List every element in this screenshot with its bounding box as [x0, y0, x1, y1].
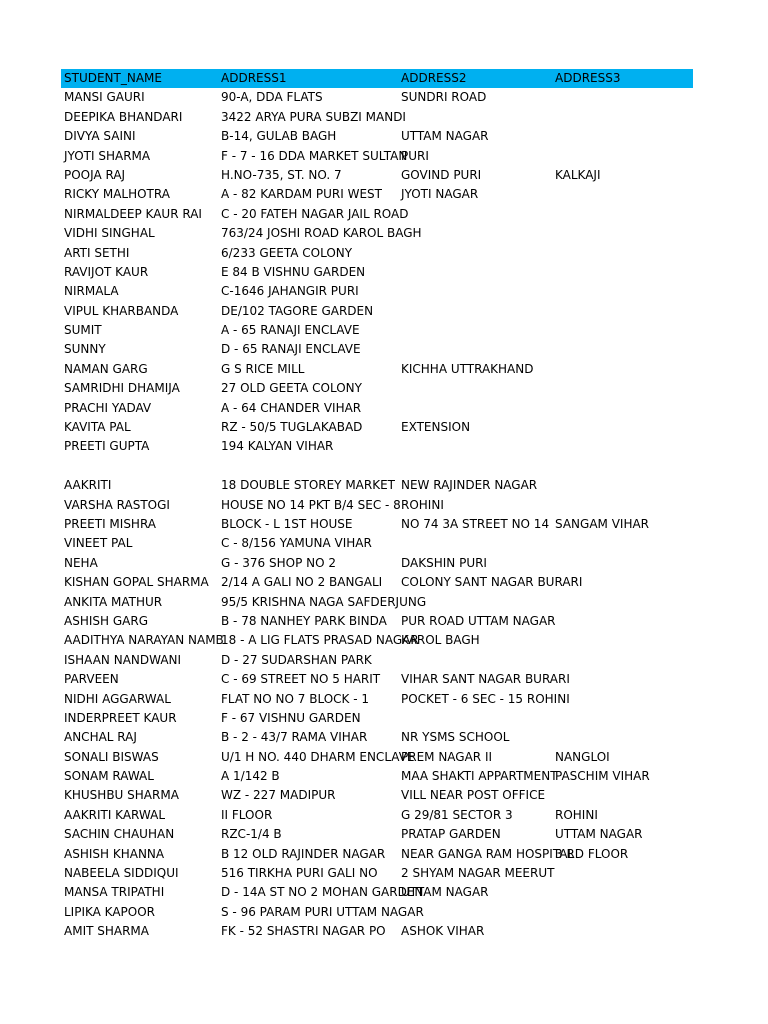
cell-student-name[interactable]: MANSI GAURI [64, 90, 145, 105]
cell-address1[interactable]: G - 376 SHOP NO 2 [221, 555, 336, 570]
cell-student-name[interactable]: ASHISH KHANNA [64, 846, 165, 861]
cell-address3[interactable] [552, 418, 693, 437]
cell-address1[interactable]: 516 TIRKHA PURI GALI NO [221, 866, 378, 881]
cell-address2[interactable]: COLONY SANT NAGAR BURARI [401, 575, 583, 590]
cell-address3[interactable] [552, 147, 693, 166]
cell-address2[interactable] [398, 205, 552, 224]
cell-address1[interactable]: 2/14 A GALI NO 2 BANGALI [221, 575, 383, 590]
cell-student-name[interactable]: LIPIKA KAPOOR [64, 904, 156, 919]
cell-student-name[interactable]: RAVIJOT KAUR [64, 264, 149, 279]
cell-address1[interactable]: II FLOOR [221, 807, 273, 822]
cell-address1[interactable]: A - 64 CHANDER VIHAR [221, 400, 362, 415]
cell-address1[interactable]: 3422 ARYA PURA SUBZI MANDI [221, 109, 406, 124]
table-row [61, 728, 693, 747]
cell-address3[interactable] [552, 786, 693, 805]
cell-address3[interactable] [552, 554, 693, 573]
table-row [61, 748, 693, 767]
cell-address2[interactable]: PURI [401, 148, 429, 163]
cell-address2[interactable]: ROHINI [401, 497, 444, 512]
cell-address2[interactable] [398, 593, 552, 612]
cell-address3[interactable] [552, 476, 693, 495]
table-row [61, 302, 693, 321]
cell-address1[interactable]: G S RICE MILL [221, 361, 305, 376]
cell-address1[interactable]: 95/5 KRISHNA NAGA SAFDERJUNG [221, 594, 427, 609]
cell-address2[interactable]: VILL NEAR POST OFFICE [401, 788, 546, 803]
spreadsheet [61, 69, 693, 942]
cell-student-name[interactable]: ISHAAN NANDWANI [64, 652, 182, 667]
cell-address2[interactable]: PREM NAGAR II [401, 749, 493, 764]
table-row [61, 709, 693, 728]
table-row [61, 670, 693, 689]
cell-student-name[interactable]: VIDHI SINGHAL [64, 226, 155, 241]
cell-address1[interactable]: A - 82 KARDAM PURI WEST [221, 187, 382, 202]
cell-address2[interactable]: UTTAM NAGAR [401, 885, 489, 900]
cell-address2[interactable]: G 29/81 SECTOR 3 [401, 807, 513, 822]
table-row [61, 825, 693, 844]
cell-address3[interactable] [552, 651, 693, 670]
cell-address2[interactable] [398, 534, 552, 553]
cell-address3[interactable] [552, 709, 693, 728]
cell-address1[interactable]: D - 27 SUDARSHAN PARK [221, 652, 372, 667]
cell-student-name[interactable]: AAKRITI KARWAL [64, 807, 166, 822]
cell-student-name[interactable]: NABEELA SIDDIQUI [64, 866, 179, 881]
cell-student-name[interactable]: SONALI BISWAS [64, 749, 159, 764]
cell-address3[interactable] [552, 205, 693, 224]
cell-student-name[interactable]: NIRMALDEEP KAUR RAI [64, 206, 202, 221]
table-row [61, 612, 693, 631]
cell-address3[interactable] [552, 399, 693, 418]
cell-address3[interactable] [552, 244, 693, 263]
cell-student-name[interactable]: KHUSHBU SHARMA [64, 788, 179, 803]
cell-address1[interactable]: RZC-1/4 B [221, 827, 282, 842]
table-row [61, 282, 693, 301]
cell-address3[interactable]: 3 RD FLOOR [555, 846, 629, 861]
table-row [61, 476, 693, 495]
cell-address3[interactable] [552, 282, 693, 301]
table-row [61, 224, 693, 243]
cell-address2[interactable] [398, 457, 552, 476]
cell-student-name[interactable]: DIVYA SAINI [64, 129, 136, 144]
cell-student-name[interactable]: PREETI GUPTA [64, 439, 150, 454]
cell-address2[interactable] [398, 224, 552, 243]
cell-address1[interactable]: F - 67 VISHNU GARDEN [221, 710, 361, 725]
cell-address2[interactable]: EXTENSION [401, 420, 471, 435]
cell-address1[interactable]: FK - 52 SHASTRI NAGAR PO [221, 924, 386, 939]
table-row [61, 631, 693, 650]
cell-address2[interactable]: POCKET - 6 SEC - 15 ROHINI [401, 691, 570, 706]
cell-address2[interactable]: ASHOK VIHAR [401, 924, 485, 939]
cell-student-name[interactable]: PREETI MISHRA [64, 516, 157, 531]
cell-address2[interactable]: MAA SHAKTI APPARTMENT [401, 769, 558, 784]
cell-address1[interactable]: HOUSE NO 14 PKT B/4 SEC - 8 [221, 497, 401, 512]
cell-address2[interactable]: NO 74 3A STREET NO 14 [401, 516, 550, 531]
cell-address2[interactable] [398, 263, 552, 282]
header-student-name[interactable]: STUDENT_NAME [64, 71, 162, 85]
cell-address1[interactable]: C-1646 JAHANGIR PURI [221, 284, 359, 299]
cell-address2[interactable] [398, 282, 552, 301]
cell-address2[interactable] [398, 302, 552, 321]
cell-address3[interactable] [552, 593, 693, 612]
cell-address2[interactable] [398, 244, 552, 263]
cell-address2[interactable]: DAKSHIN PURI [401, 555, 487, 570]
table-row [61, 360, 693, 379]
cell-address3[interactable] [552, 496, 693, 515]
cell-student-name[interactable]: SACHIN CHAUHAN [64, 827, 175, 842]
cell-address2[interactable] [398, 903, 552, 922]
cell-address3[interactable] [552, 612, 693, 631]
table-row [61, 864, 693, 883]
table-row [61, 127, 693, 146]
table-row [61, 786, 693, 805]
cell-student-name[interactable]: MANSA TRIPATHI [64, 885, 165, 900]
header-address3[interactable]: ADDRESS3 [555, 71, 621, 85]
cell-student-name[interactable]: AMIT SHARMA [64, 924, 149, 939]
table-row [61, 379, 693, 398]
cell-address3[interactable] [552, 631, 693, 650]
cell-address2[interactable] [398, 651, 552, 670]
cell-address2[interactable] [398, 108, 552, 127]
cell-address1[interactable]: C - 20 FATEH NAGAR JAIL ROAD [221, 206, 409, 221]
cell-address1[interactable]: 763/24 JOSHI ROAD KAROL BAGH [221, 226, 422, 241]
cell-address2[interactable]: 2 SHYAM NAGAR MEERUT [401, 866, 555, 881]
table-row [61, 903, 693, 922]
cell-address3[interactable] [552, 437, 693, 456]
cell-address3[interactable] [552, 185, 693, 204]
cell-address2[interactable] [398, 321, 552, 340]
cell-address3[interactable] [552, 302, 693, 321]
cell-address2[interactable]: KAROL BAGH [401, 633, 480, 648]
cell-address2[interactable]: PRATAP GARDEN [401, 827, 501, 842]
table-row [61, 554, 693, 573]
cell-student-name[interactable]: POOJA RAJ [64, 167, 126, 182]
cell-address3[interactable] [552, 864, 693, 883]
cell-student-name[interactable]: NEHA [64, 555, 98, 570]
cell-address1[interactable]: C - 69 STREET NO 5 HARIT [221, 672, 381, 687]
cell-address3[interactable] [552, 379, 693, 398]
cell-student-name[interactable] [61, 457, 218, 476]
cell-student-name[interactable]: AADITHYA NARAYAN NAMB [64, 633, 224, 648]
cell-address2[interactable]: NEAR GANGA RAM HOSPITAL [401, 846, 575, 861]
cell-address1[interactable]: A - 65 RANAJI ENCLAVE [221, 323, 360, 338]
cell-address2[interactable]: VIHAR SANT NAGAR BURARI [401, 672, 570, 687]
cell-student-name[interactable]: VIPUL KHARBANDA [64, 303, 179, 318]
table-row [61, 437, 693, 456]
cell-address2[interactable] [398, 437, 552, 456]
table-row [61, 205, 693, 224]
cell-address3[interactable] [552, 922, 693, 941]
cell-student-name[interactable]: PRACHI YADAV [64, 400, 152, 415]
table-row [61, 496, 693, 515]
cell-address1[interactable]: B - 78 NANHEY PARK BINDA [221, 613, 387, 628]
cell-student-name[interactable]: PARVEEN [64, 672, 119, 687]
cell-address1[interactable]: 194 KALYAN VIHAR [221, 439, 334, 454]
cell-address3[interactable] [552, 108, 693, 127]
cell-student-name[interactable]: AAKRITI [64, 478, 112, 493]
table-row [61, 340, 693, 359]
cell-address3[interactable] [552, 534, 693, 553]
table-row [61, 922, 693, 941]
cell-address1[interactable]: F - 7 - 16 DDA MARKET SULTAN [221, 148, 408, 163]
cell-address3[interactable] [552, 728, 693, 747]
cell-address1[interactable]: DE/102 TAGORE GARDEN [221, 303, 374, 318]
cell-address2[interactable]: JYOTI NAGAR [401, 187, 479, 202]
table-row [61, 418, 693, 437]
table-row [61, 147, 693, 166]
cell-address2[interactable]: NR YSMS SCHOOL [401, 730, 510, 745]
table-row [61, 573, 693, 592]
table-body [61, 88, 693, 941]
cell-address1[interactable]: FLAT NO NO 7 BLOCK - 1 [221, 691, 369, 706]
cell-address3[interactable] [552, 457, 693, 476]
table-row [61, 399, 693, 418]
cell-student-name[interactable]: NIRMALA [64, 284, 119, 299]
cell-address2[interactable] [398, 399, 552, 418]
table-row [61, 690, 693, 709]
cell-address2[interactable]: KICHHA UTTRAKHAND [401, 361, 534, 376]
cell-student-name[interactable]: KAVITA PAL [64, 420, 131, 435]
table-row [61, 457, 693, 476]
cell-student-name[interactable]: RICKY MALHOTRA [64, 187, 170, 202]
cell-student-name[interactable]: SAMRIDHI DHAMIJA [64, 381, 180, 396]
cell-address2[interactable]: UTTAM NAGAR [401, 129, 489, 144]
cell-address2[interactable]: NEW RAJINDER NAGAR [401, 478, 538, 493]
cell-address2[interactable]: PUR ROAD UTTAM NAGAR [401, 613, 556, 628]
cell-student-name[interactable]: VARSHA RASTOGI [64, 497, 170, 512]
cell-address3[interactable] [552, 903, 693, 922]
cell-address3[interactable]: UTTAM NAGAR [555, 827, 643, 842]
table-row [61, 263, 693, 282]
cell-address2[interactable] [398, 340, 552, 359]
cell-address1[interactable]: 27 OLD GEETA COLONY [221, 381, 362, 396]
cell-address3[interactable] [552, 127, 693, 146]
cell-student-name[interactable]: JYOTI SHARMA [64, 148, 151, 163]
table-row [61, 806, 693, 825]
cell-address1[interactable]: A 1/142 B [221, 769, 280, 784]
cell-address3[interactable] [552, 573, 693, 592]
cell-student-name[interactable]: KISHAN GOPAL SHARMA [64, 575, 209, 590]
table-row [61, 593, 693, 612]
cell-address1[interactable]: C - 8/156 YAMUNA VIHAR [221, 536, 372, 551]
header-address2[interactable]: ADDRESS2 [401, 71, 467, 85]
table-row [61, 515, 693, 534]
cell-student-name[interactable]: ANKITA MATHUR [64, 594, 163, 609]
cell-address1[interactable]: 18 - A LIG FLATS PRASAD NAGAR [221, 633, 419, 648]
cell-address1[interactable]: D - 14A ST NO 2 MOHAN GARDEN [221, 885, 424, 900]
cell-address3[interactable]: SANGAM VIHAR [555, 516, 650, 531]
cell-address3[interactable] [552, 224, 693, 243]
cell-address3[interactable] [552, 690, 693, 709]
table-row [61, 321, 693, 340]
table-row [61, 883, 693, 902]
cell-address3[interactable] [552, 88, 693, 107]
table-row [61, 166, 693, 185]
cell-address1[interactable]: B-14, GULAB BAGH [221, 129, 337, 144]
cell-address1[interactable]: S - 96 PARAM PURI UTTAM NAGAR [221, 904, 424, 919]
cell-address3[interactable] [552, 360, 693, 379]
cell-address3[interactable] [552, 263, 693, 282]
table-row [61, 534, 693, 553]
cell-address3[interactable]: ROHINI [555, 807, 598, 822]
cell-address3[interactable] [552, 670, 693, 689]
cell-student-name[interactable]: INDERPREET KAUR [64, 710, 177, 725]
cell-student-name[interactable]: VINEET PAL [64, 536, 133, 551]
cell-address2[interactable] [398, 379, 552, 398]
table-row [61, 651, 693, 670]
cell-address1[interactable] [218, 457, 398, 476]
table-row [61, 108, 693, 127]
cell-address3[interactable]: NANGLOI [555, 749, 610, 764]
cell-address2[interactable]: SUNDRI ROAD [401, 90, 487, 105]
cell-address1[interactable]: U/1 H NO. 440 DHARM ENCLAVE [221, 749, 415, 764]
cell-address1[interactable]: B - 2 - 43/7 RAMA VIHAR [221, 730, 368, 745]
cell-address1[interactable]: 6/233 GEETA COLONY [221, 245, 353, 260]
cell-address1[interactable]: D - 65 RANAJI ENCLAVE [221, 342, 361, 357]
cell-address1[interactable]: 90-A, DDA FLATS [221, 90, 323, 105]
cell-address3[interactable]: PASCHIM VIHAR [555, 769, 650, 784]
cell-address3[interactable] [552, 321, 693, 340]
cell-student-name[interactable]: SUMIT [64, 323, 102, 338]
cell-student-name[interactable]: DEEPIKA BHANDARI [64, 109, 183, 124]
cell-address3[interactable]: KALKAJI [555, 167, 601, 182]
cell-student-name[interactable]: ANCHAL RAJ [64, 730, 137, 745]
cell-address1[interactable]: RZ - 50/5 TUGLAKABAD [221, 420, 363, 435]
cell-student-name[interactable]: SUNNY [64, 342, 106, 357]
cell-address3[interactable] [552, 883, 693, 902]
table-row [61, 88, 693, 107]
cell-address3[interactable] [552, 340, 693, 359]
cell-student-name[interactable]: NIDHI AGGARWAL [64, 691, 171, 706]
table-row [61, 185, 693, 204]
cell-address1[interactable]: WZ - 227 MADIPUR [221, 788, 336, 803]
header-row [61, 69, 693, 88]
cell-student-name[interactable]: SONAM RAWAL [64, 769, 154, 784]
table-row [61, 767, 693, 786]
cell-address1[interactable]: B 12 OLD RAJINDER NAGAR [221, 846, 386, 861]
cell-address2[interactable] [398, 709, 552, 728]
cell-address1[interactable]: 18 DOUBLE STOREY MARKET [221, 478, 396, 493]
table-row [61, 244, 693, 263]
cell-student-name[interactable]: ASHISH GARG [64, 613, 148, 628]
cell-student-name[interactable]: NAMAN GARG [64, 361, 148, 376]
table-row [61, 845, 693, 864]
header-address1[interactable]: ADDRESS1 [221, 71, 287, 85]
cell-address1[interactable]: BLOCK - L 1ST HOUSE [221, 516, 353, 531]
cell-address1[interactable]: E 84 B VISHNU GARDEN [221, 264, 366, 279]
cell-address1[interactable]: H.NO-735, ST. NO. 7 [221, 167, 342, 182]
cell-address2[interactable]: GOVIND PURI [401, 167, 482, 182]
cell-student-name[interactable]: ARTI SETHI [64, 245, 130, 260]
